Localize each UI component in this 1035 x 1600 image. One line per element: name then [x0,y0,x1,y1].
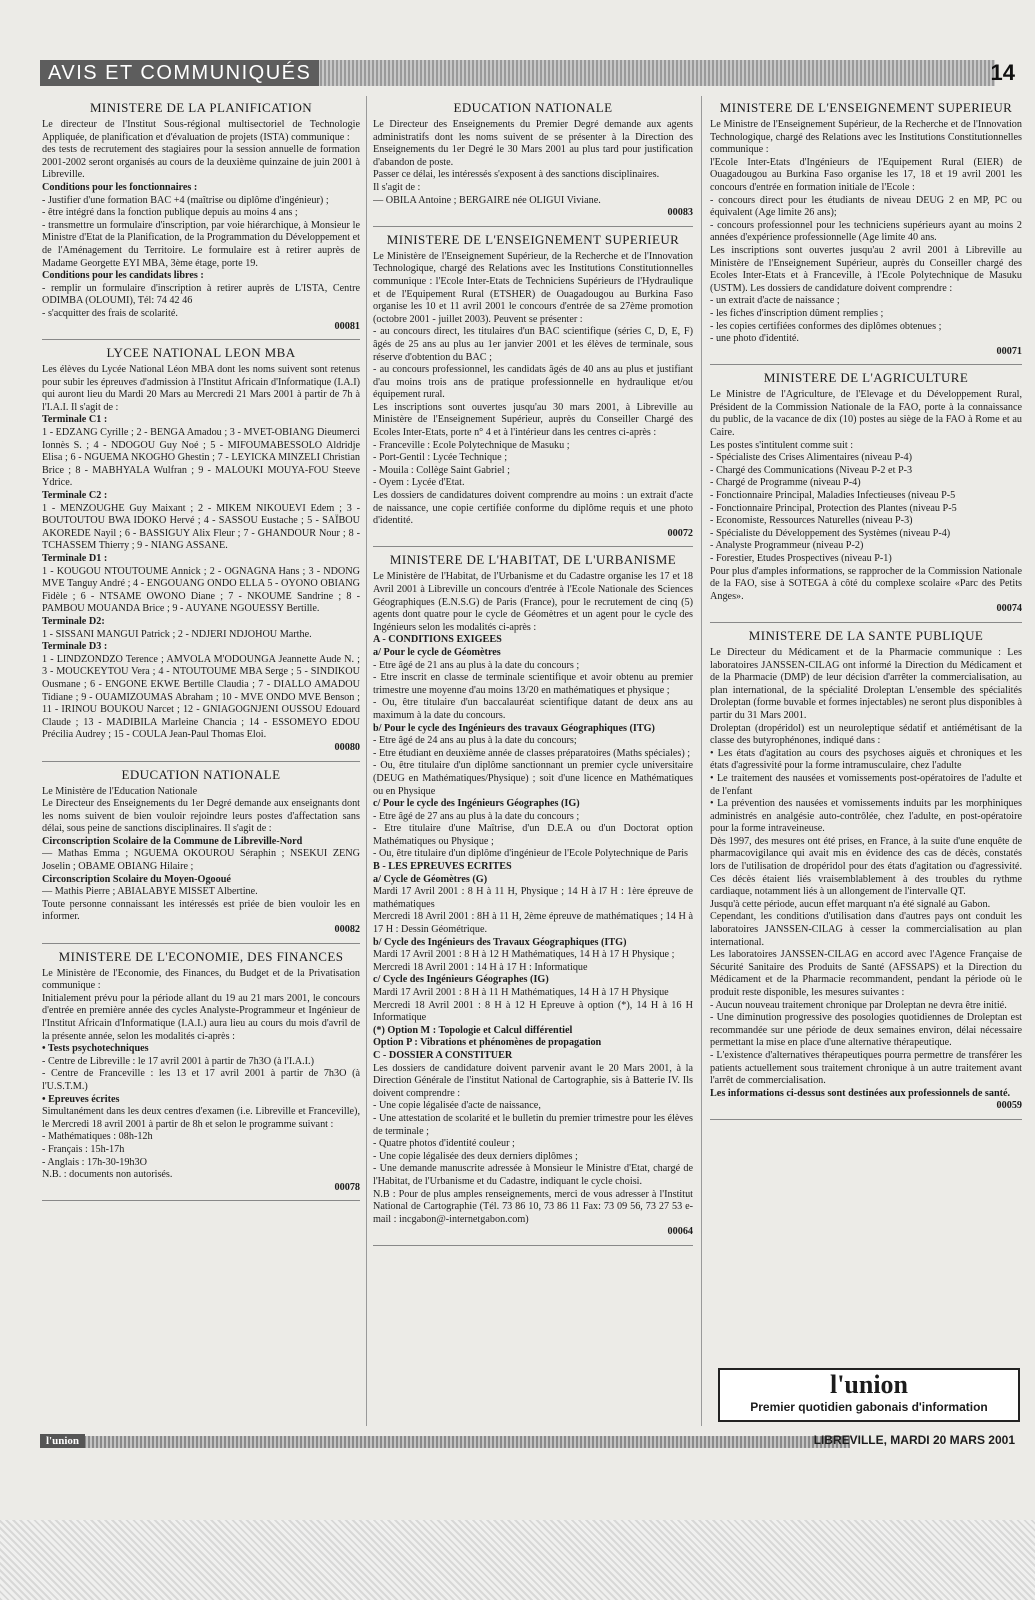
notice-paragraph: Le Ministère de l'Education Nationale [42,785,198,797]
notice-ref: 00071 [996,345,1022,357]
notice-paragraph: - Etre âgé de 21 ans au plus à la date du concours ; [373,659,580,671]
notice-title: MINISTERE DE LA SANTE PUBLIQUE [748,627,984,643]
notice-paragraph: - Mathématiques : 08h-12h [42,1131,153,1143]
notice-ref: 00082 [334,924,360,936]
notice-paragraph: Pour plus d'amples informations, se rapprocher de la Commission Nationale de la FAO, sise à SOTEGA à côté du complexe scolaire «Parc des Petits Anges». [710,565,1022,602]
notice [710,370,1022,616]
notice-paragraph: - Centre de Libreville : le 17 avril 2001 à partir de 7h3O (à l'I.A.I.) [42,1055,314,1067]
notice-paragraph: Terminale D3 : [42,641,108,653]
notice-ref: 00080 [334,741,360,753]
notice-divider [42,339,360,340]
column-2 [373,96,693,1426]
notice-paragraph: Circonscription Scolaire du Moyen-Ogooué [42,873,231,885]
notice-paragraph: - concours professionnel pour les techniciens supérieurs ayant au moins 2 années d'expérience professionnelle (Age limite 40 ans. [710,219,1022,244]
notice-paragraph: - Une copie légalisée d'acte de naissance, [373,1100,541,1112]
notice-paragraph: - Economiste, Ressources Naturelles (niveau P-3) [710,515,913,527]
notice-paragraph: - Oyem : Lycée d'Etat. [373,477,465,489]
notice-paragraph: — Mathis Pierre ; ABIALABYE MISSET Albertine. [42,886,258,898]
notice-paragraph: - Une demande manuscrite adressée à Monsieur le Ministre d'Etat, chargé de l'Habitat, de l'Urbanisme et du Cadastre, indiquant le cycle choisi. [373,1163,693,1187]
notice-title: MINISTERE DE L'HABITAT, DE L'URBANISME [389,552,677,568]
notice-paragraph: c/ Cycle des Ingénieurs Géographes (IG) [373,974,549,986]
notice-paragraph: Il s'agit de : [373,181,421,193]
notice-paragraph: Le Ministère de l'Habitat, de l'Urbanisme et du Cadastre organise les 17 et 18 Avril 2001 à Libreville un concours d'entrée à l'Ecole Nationale des Sciences Géographiques (E.N.S.G) de Paris (France), pour le recrutement de cinq (5) agents dont quatre pour le cycle de Géomètres et un agent pour le cycle des Ingénieurs selon les modalités ci-après : [373,571,693,633]
masthead-box [718,1368,1020,1422]
page-number: 14 [990,60,1015,85]
notice-paragraph: (*) Option M : Topologie et Calcul différentiel [373,1024,573,1036]
notice-paragraph: - Ou, être titulaire d'un baccalauréat scientifique datant de deux ans au maximum à la date du concours. [373,697,693,721]
notice-paragraph: - Franceville : Ecole Polytechnique de Masuku ; [373,439,570,451]
notice-paragraph: Conditions pour les candidats libres : [42,270,204,282]
notice-divider [373,226,693,227]
notice-paragraph: Jusqu'à cette période, aucun effet marquant n'a été signalé au Gabon. [710,898,991,910]
notice-paragraph: Mercredi 18 Avril 2001 : 14 H à 17 H : Informatique [373,961,588,973]
notice-title: MINISTERE DE L'ECONOMIE, DES FINANCES [58,948,344,964]
notice-paragraph: b/ Cycle des Ingénieurs des Travaux Géographiques (ITG) [373,936,627,948]
notice-title: MINISTERE DE L'ENSEIGNEMENT SUPERIEUR [386,231,680,247]
notice-paragraph: Initialement prévu pour la période allant du 19 au 21 mars 2001, le concours d'entrée en première année des cycles Analyste-Programmeur et Ingénieur de l'Institut Africain d'Informatique (I.A.I.) aura lieu au cours du mois d'avril de la présente année, selon les modalités ci-après : [42,992,360,1042]
notice-divider [42,1200,360,1201]
notice-paragraph: a/ Pour le cycle de Géomètres [373,646,501,658]
notice-ref: 00083 [667,207,693,219]
notice-paragraph: - Etre âgé de 27 ans au plus à la date du concours ; [373,810,580,822]
notice-paragraph: Mardi 17 Avril 2001 : 8 H à 12 H Mathématiques, 14 H à 17 H Physique ; [373,949,675,961]
notice-paragraph: Le Ministre de l'Agriculture, de l'Elevage et du Développement Rural, Président de la Commission Nationale de la FAO, porte à la connaissance du public, de la vacance de dix (10) postes au siège de la FAO à Rome et au Caire. [710,389,1022,439]
notice-paragraph: Conditions pour les fonctionnaires : [42,181,198,193]
footer-logo: l'union [40,1434,85,1448]
notice-paragraph: Simultanément dans les deux centres d'examen (i.e. Libreville et Franceville), le Mercredi 18 avril 2001 à partir de 8h et selon le programme suivant : [42,1106,360,1130]
notice-title: EDUCATION NATIONALE [121,766,281,782]
notice-title: MINISTERE DE L'ENSEIGNEMENT SUPERIEUR [719,100,1013,115]
notice-paragraph: - Port-Gentil : Lycée Technique ; [373,452,508,464]
notice-paragraph: Les informations ci-dessus sont destinées aux professionnels de santé. [710,1087,1011,1099]
notice-paragraph: - Chargé de Programme (niveau P-4) [710,477,861,489]
notice-paragraph: B - LES EPREUVES ECRITES [373,861,512,873]
notice-paragraph: Le Directeur du Médicament et de la Pharmacie communique : Les laboratoires JANSSEN-CILAG ont informé la Direction du Médicament et de la Pharmacie (DMP) de leur décision d'arrêter la commercialisation, au plan international, de la spécialité Droleptan L'ensemble des spécialités Droleptan (forme buvable et formes injectables) ne seront plus disponibles à partir du 31 Mars 2001. [710,646,1022,721]
notice-paragraph: Terminale C1 : [42,414,108,426]
notice-divider [373,1245,693,1246]
notice-ref: 00081 [334,320,360,332]
notice-paragraph: Terminale D1 : [42,553,108,564]
notice-paragraph: - au concours direct, les titulaires d'un BAC scientifique (séries C, D, E, F) âgés de 25 ans au plus au 1er janvier 2001 et les élèves de terminale, sous réserve d'obtention du BAC ; [373,326,693,363]
notice-paragraph: Les dossiers de candidatures doivent comprendre au moins : un extrait d'acte de naissance, une copie certifiée conforme du diplôme requis et une photo d'identité. [373,490,693,527]
notice-paragraph: Les dossiers de candidature doivent parvenir avant le 20 Mars 2001, à la Direction Générale de l'institut National de Cartographie, sis à Batterie IV. Ils doivent comprendre : [373,1062,693,1099]
page-footer [40,1433,1015,1450]
notice-title: EDUCATION NATIONALE [453,100,613,115]
notice-paragraph: - Mouila : Collège Saint Gabriel ; [373,464,510,476]
notice-paragraph: - s'acquitter des frais de scolarité. [42,307,178,319]
notice-paragraph: Option P : Vibrations et phénomènes de propagation [373,1037,602,1049]
notice [373,232,693,541]
masthead-name: l'union [829,1370,909,1399]
notice-paragraph: 1 - MENZOUGHE Guy Maixant ; 2 - MIKEM NIKOUEVI Edem ; 3 - BOUTOUTOU BWA IDOKO Hervé ; 4 - SASSOU Eustache ; 5 - SAÏBOU AKOREDE Nayil ; 6 - BASSIGUY Alix Fleur ; 7 - GHANDOUR Nour ; 8 - TCHASSEM Thierry ; 9 - NIANG ASSANE. [42,502,360,552]
notice-paragraph: - Une copie légalisée des deux derniers diplômes ; [373,1150,578,1162]
notice-paragraph: - une photo d'identité. [710,333,799,345]
notice-paragraph: Les laboratoires JANSSEN-CILAG en accord avec l'Agence Française de Sécurité Sanitaire des Produits de Santé (AFSSAPS) et la Direction du Médicament et de la Pharmacie recommandent, pendant la période où le produit reste disponible, les mesures suivantes : [710,949,1022,998]
notice-paragraph: Les inscriptions sont ouvertes jusqu'au 2 avril 2001 à Libreville au Ministère de l'Enseignement Supérieur, auprès du Conseiller chargé des Ecoles Inter-Etats et à Franceville, à l'Ecole Polytechnique de Masuku (USTM). Les dossiers de candidature doivent comprendre : [710,244,1022,294]
notice-paragraph: — OBILA Antoine ; BERGAIRE née OLIGUI Viviane. [373,194,601,206]
notice-paragraph: - Ou, être titulaire d'un diplôme sanctionnant un premier cycle universitaire (DEUG en Mathématiques/Physique) ; soit d'une licence en Mathématiques ou en Physique [373,760,693,797]
notice-paragraph: - Chargé des Communications (Niveau P-2 et P-3 [710,464,913,476]
notice-paragraph: Mardi 17 Avril 2001 : 8 H à 11 H Mathématiques, 14 H à 17 H Physique [373,987,669,998]
notice [373,100,693,220]
notice-paragraph: - Aucun nouveau traitement chronique par Droleptan ne devra être initié. [710,999,1007,1011]
notice-paragraph: - Français : 15h-17h [42,1143,125,1155]
notice-paragraph: 1 - EDZANG Cyrille ; 2 - BENGA Amadou ; 3 - MVET-OBIANG Dieumerci Ionnès S. ; 4 - NDOGOU Guy Noé ; 5 - MIFOUMABESSOLO Aldridje Elisa ; 6 - NGUEMA NKOGHO Ghestin ; 7 - LEYICKA MINZELI Christian Brice ; 8 - MABHYALA Wulfran ; 9 - MALOUKI MOUYA-FOU Steeve Ydrice. [42,427,360,489]
notice-paragraph: • Les états d'agitation au cours des psychoses aiguës et chroniques et les états d'agressivité pour la forme intramusculaire, chez l'adulte [710,747,1022,772]
notice-paragraph: - les copies certifiées conformes des diplômes obtenues ; [710,320,942,332]
notice-paragraph: A - CONDITIONS EXIGEES [373,634,502,646]
notice-paragraph: Le Directeur des Enseignements du Premier Degré demande aux agents administratifs dont les noms suivent de se présenter à la Direction des Enseignements du 1er Degré le 30 Mars 2001 au plus tard pour justification d'abandon de poste. [373,119,693,168]
notice-paragraph: Le Directeur des Enseignements du 1er Degré demande aux enseignants dont les noms suivent de bien vouloir rejoindre leurs postes d'affectation sans délai, sous peine de sanctions disciplinaires. Il s'agit de : [42,798,360,835]
notice-paragraph: N.B. : documents non autorisés. [42,1169,173,1181]
notice-paragraph: • Le traitement des nausées et vomissements post-opératoires de l'adulte et de l'enfant [710,772,1022,797]
notice-paragraph: Terminale C2 : [42,490,108,502]
notice-paragraph: — Mathas Emma ; NGUEMA OKOUROU Séraphin ; NSEKUI ZENG Joselin ; OBAME OBIANG Hilaire ; [42,848,360,873]
notice-paragraph: - Fonctionnaire Principal, Protection des Plantes (niveau P-5 [710,502,957,514]
notice-paragraph: Les inscriptions sont ouvertes jusqu'au 30 mars 2001, à Libreville au Ministère de l'Enseignement Supérieur, auprès du Conseiller Chargé des Ecoles Inter-Etats, porte n° 4 et à l'intérieur dans les centres ci-après : [373,401,693,439]
notice-ref: 00064 [667,1226,693,1238]
notice-title: LYCEE NATIONAL LEON MBA [106,345,296,361]
notice-paragraph: • La prévention des nausées et vomissements induits par les morphiniques administrés en analgésie auto-contrôlée, chez l'adulte, en post-opératoire pour la forme intraveineuse. [710,798,1022,835]
notice-paragraph: - Une diminution progressive des posologies quotidiennes de Droleptan est recommandée sur une période de deux semaines environ, délai nécessaire permettant la mise en place d'une alternative thérapeutique. [710,1012,1022,1049]
notice-paragraph: - Spécialiste du Développement des Systèmes (niveau P-4) [710,527,951,539]
notice-paragraph: N.B : Pour de plus amples renseignements, merci de vous adresser à l'Institut National de Cartographie (Tél. 73 86 10, 73 86 11 Fax: 73 09 56, 73 27 53 e-mail : incgabon@-internetgabon.com) [373,1188,693,1225]
notice-paragraph: Le directeur de l'Institut Sous-régional multisectoriel de Technologie Appliquée, de planification et d'évaluation de projets (ISTA) communique : [42,119,360,143]
notice-paragraph: - Etre inscrit en classe de terminale scientifique et avoir obtenu au premier trimestre une moyenne d'au moins 13/20 en mathématiques et physique ; [373,672,693,696]
notice-paragraph: - Fonctionnaire Principal, Maladies Infectieuses (niveau P-5 [710,490,956,502]
notice-paragraph: des tests de recrutement des stagiaires pour la session annuelle de formation 2001-2002 seront organisés au cours de la deuxième quinzaine de juin 2001 à Libreville. [42,144,360,181]
notice [42,345,360,754]
notice-paragraph: Mercredi 18 Avril 2001 : 8H à 11 H, 2ème épreuve de mathématiques ; 14 H à 17 H : Dessin Géométrique. [373,911,693,936]
notice-paragraph: - Justifier d'une formation BAC +4 (maîtrise ou diplôme d'ingénieur) ; [42,194,329,206]
notice-paragraph: Toute personne connaissant les intéressés est priée de bien vouloir les en informer. [42,898,360,923]
notice-paragraph: - L'existence d'alternatives thérapeutiques pourra permettre de transférer les patients actuellement sous traitement chronique à un autre traitement avant l'arrêt de commercialisation. [710,1049,1022,1087]
notice-paragraph: - Quatre photos d'identité couleur ; [373,1138,515,1150]
notice-paragraph: - Ou, être titulaire d'un diplôme d'ingénieur de l'Ecole Polytechnique de Paris [373,848,689,860]
notice-paragraph: - Anglais : 17h-30-19h3O [42,1156,147,1168]
notice-paragraph: - Etre titulaire d'une Maîtrise, d'un D.E.A ou d'un Doctorat option Mathématiques ou Physique ; [373,823,693,847]
notice-paragraph: Passer ce délai, les intéressés s'exposent à des sanctions disciplinaires. [373,169,660,181]
notice-paragraph: a/ Cycle de Géomètres (G) [373,873,488,885]
column-1 [42,96,360,1426]
notice-divider [710,622,1022,623]
notice-paragraph: C - DOSSIER A CONSTITUER [373,1049,513,1061]
notice-paragraph: Droleptan (dropéridol) est un neuroleptique sédatif et antiémétisant de la classe des butyrophénones, indiqué dans : [710,722,1022,747]
notice-paragraph: • Tests psychotechniques [42,1043,149,1055]
notice-ref: 00074 [996,603,1022,615]
notice [42,767,360,937]
notice-paragraph: - les fiches d'inscription dûment remplies ; [710,307,884,319]
notice-paragraph: - Analyste Programmeur (niveau P-2) [710,540,864,552]
notice-paragraph: - Etre âgé de 24 ans au plus à la date du concours; [373,735,577,747]
masthead-tagline: Premier quotidien gabonais d'information [750,1400,988,1414]
column-divider [366,96,367,1426]
notice-paragraph: - remplir un formulaire d'inscription à retirer auprès de L'ISTA, Centre ODIMBA (OLOUMI), Tél: 74 42 46 [42,282,360,307]
notice-divider [710,1119,1022,1120]
notice [42,949,360,1195]
notice-paragraph: - Etre étudiant en deuxième année de classes préparatoires (Maths spéciales) ; [373,747,691,759]
notice-paragraph: Le Ministère de l'Economie, des Finances, du Budget et de la Privatisation communique : [42,967,360,992]
notice-paragraph: Cependant, les conditions d'utilisation dans d'autres pays ont conduit les laboratoires JANSSEN-CILAG à cesser la commercialisation au plan international. [710,911,1022,948]
notice-paragraph: Mercredi 18 Avril 2001 : 8 H à 12 H Epreuve à option (*), 14 H à 16 H Informatique [373,999,693,1024]
scan-noise [0,1520,1035,1600]
notice-ref: 00072 [667,527,693,539]
notice [710,100,1022,358]
notice-paragraph: Le Ministre de l'Enseignement Supérieur, de la Recherche et de l'Innovation Technologique, chargé des Relations avec les Institutions Constitutionnelles communique : [710,119,1022,156]
notice-paragraph: Circonscription Scolaire de la Commune de Libreville-Nord [42,835,303,847]
notice-paragraph: - Une attestation de scolarité et le bulletin du premier trimestre pour les élèves de terminale ; [373,1112,693,1137]
notice-paragraph: - un extrait d'acte de naissance ; [710,295,840,307]
column-divider [701,96,702,1426]
page-header [40,60,1015,86]
column-3 [710,96,1022,1426]
notice-paragraph: l'Ecole Inter-Etats d'Ingénieurs de l'Equipement Rural (EIER) de Ouagadougou au Burkina Faso organise les 17, 18 et 19 avril 2001 les concours d'entrée en formation initiale de l'Ecole : [710,156,1022,193]
notice-paragraph: Les postes s'intitulent comme suit : [710,439,854,451]
footer-date: LIBREVILLE, MARDI 20 MARS 2001 [813,1433,1015,1447]
notice-divider [42,943,360,944]
notice-ref: 00078 [334,1181,360,1193]
notice-divider [373,546,693,547]
notice-paragraph: - Centre de Franceville : les 13 et 17 avril 2001 à partir de 7h3O (à l'U.S.T.M.) [42,1068,360,1092]
notice-divider [42,761,360,762]
notice-paragraph: Dès 1997, des mesures ont été prises, en France, à la suite d'une enquête de pharmacovigilance qui avait mis en évidence des cas de décès, constatés lors de l'utilisation de dropéridol pour des états d'agitation ou d'agressivité. Ces décès étaient liés vraisemblablement à des troubles du rythme cardiaque, notamment liés à un allongement de l'intervalle QT. [710,835,1022,898]
notice-paragraph: - Spécialiste des Crises Alimentaires (niveau P-4) [710,452,913,464]
notice-paragraph: - concours direct pour les étudiants de niveau DEUG 2 en MP, PC ou équivalent (Age limite 26 ans); [710,194,1022,219]
notice-paragraph: - être intégré dans la fonction publique depuis au moins 4 ans ; [42,207,298,219]
notice-paragraph: Mardi 17 Avril 2001 : 8 H à 11 H, Physique ; 14 H à l7 H : 1ère épreuve de mathématiques [373,886,693,910]
notice-title: MINISTERE DE L'AGRICULTURE [763,370,969,386]
notice-paragraph: Les élèves du Lycée National Léon MBA dont les noms suivent sont retenus pour subir les épreuves d'admission à l'Institut Africain d'Informatique (I.A.I) qui auront lieu du Mardi 20 Mars au Mercredi 21 Mars 2001 à partir de 7h à l'I.A.I. Il s'agit de : [42,364,360,413]
notice-paragraph: 1 - LINDZONDZO Terence ; AMVOLA M'ODOUNGA Jeannette Aude N. ; 3 - MOUCKEYTOU Vera ; 4 - NTOUTOUME MBA Serge ; 5 - SINDIKOU Ousmane ; 6 - ENGONE EKWE Bertille Claudia ; 7 - DIALLO AMADOU Tidiane ; 9 - OUAMIZOUMAS Abraham ; 10 - MVE ONDO MVE Benson ; 11 - IRINOU BOUKOU Narcet ; 12 - GNIAGOGNJENI OUSSOU Edouard Claude ; 13 - MADIBILA Marleine Chancia ; 14 - ESSOMEYO EDOU Précilia Audrey ; 15 - COULA Jean-Paul Thomas Eloi. [42,653,360,741]
notice-paragraph: Terminale D2: [42,615,105,627]
notice-paragraph: 1 - KOUGOU NTOUTOUME Annick ; 2 - OGNAGNA Hans ; 3 - NDONG MVE Tanguy André ; 4 - ENGOUANG ONDO ELLA 5 - OYONO OBIANG Fidèle ; 6 - NTSAME OWONO Diane ; 7 - NKOUME Sandrine ; 8 - PAMBOU MOUANDA Brice ; 9 - AUYANE NGOUESSY Bertille. [42,565,360,615]
notice-paragraph: - au concours professionnel, les candidats âgés de 40 ans au plus et justifiant d'au moins trois ans de pratique professionnelle en hydraulique et/ou équipement rural. [373,364,693,401]
notice-paragraph: - Forestier, Etudes Prospectives (niveau P-1) [710,553,892,564]
notice-paragraph: b/ Pour le cycle des Ingénieurs des travaux Géographiques (ITG) [373,722,655,734]
notice [710,628,1022,1113]
notice-paragraph: 1 - SISSANI MANGUI Patrick ; 2 - NDJERI NDJOHOU Marthe. [42,628,312,640]
notice-paragraph: c/ Pour le cycle des Ingénieurs Géographes (IG) [373,798,580,810]
notice [373,552,693,1238]
notice-ref: 00059 [996,1100,1022,1112]
notice-divider [710,364,1022,365]
notice-paragraph: Le Ministère de l'Enseignement Supérieur, de la Recherche et de l'Innovation Technologique, chargé des Relations avec les Institutions Constitutionnelles communique : l'Ecole Inter-Etats de Techniciens Supérieurs de l'Hydraulique et de l'Equipement Rural (ETSHER) de Ouagadougou au Burkina Faso organise les 10 et 11 avril 2001 le concours d'entrée de sa 27ème promotion (octobre 2001 - juillet 2003). Peuvent se présenter : [373,250,693,325]
section-title: AVIS ET COMMUNIQUÉS [40,60,319,86]
notice [42,100,360,333]
notice-title: MINISTERE DE LA PLANIFICATION [89,100,313,115]
notice-paragraph: • Epreuves écrites [42,1093,120,1105]
notice-paragraph: - transmettre un formulaire d'inscription, par voie hiérarchique, à Monsieur le Ministre d'Etat de la Planification, de la Programmation du Développement et de l'Aménagement du Territoire. Le formulaire est à retirer auprès de Madame Georgette EYI MBA, 3ème étage, porte 19. [42,219,360,269]
footer-bar [40,1436,850,1448]
